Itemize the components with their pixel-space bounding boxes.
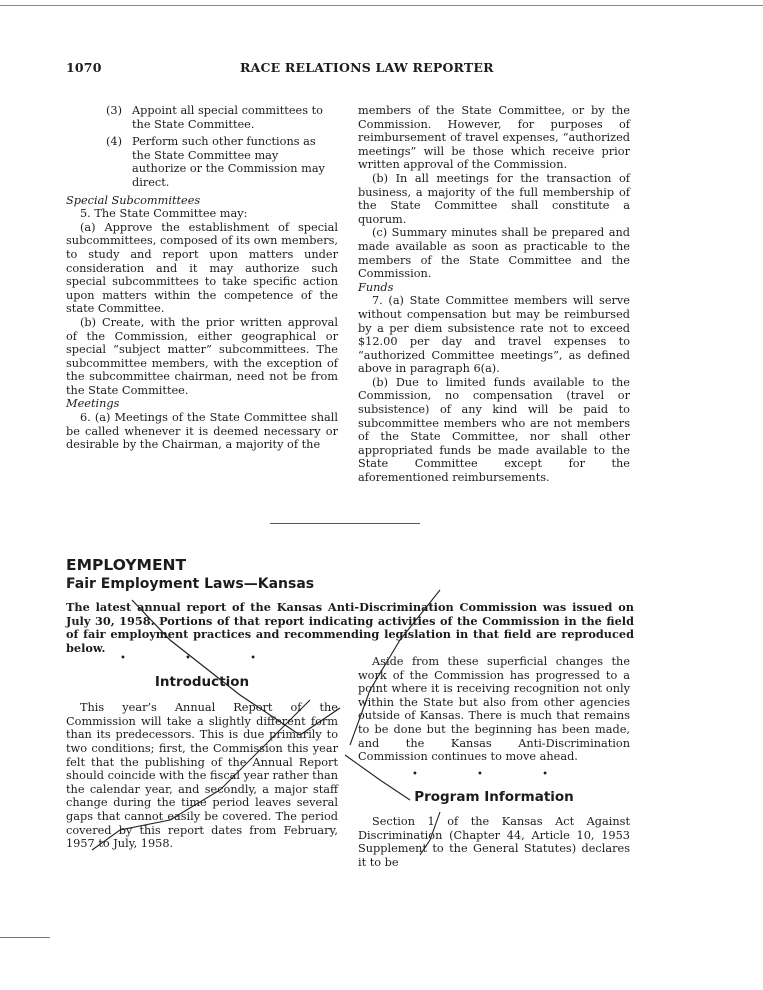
- heading-meetings: Meetings: [66, 397, 120, 411]
- right-column: [358, 104, 630, 485]
- left-column: [66, 104, 338, 452]
- item-number: (4): [106, 135, 123, 149]
- heading-program-information: Program Information: [414, 789, 574, 806]
- paragraph-6c: (c) Summary minutes shall be prepared and made available as soon as practicable to the members of the State Committee and the Commission.: [358, 226, 630, 281]
- paragraph-5a: (a) Approve the establishment of special subcommittees, composed of its own members, to study and report upon matters under consideration and it may authorize such special subcommittees to take specific action upon matters within the competence of the state Committee.: [66, 220, 338, 316]
- running-title: RACE RELATIONS LAW REPORTER: [240, 60, 494, 75]
- paragraph-5-intro: 5. The State Committee may:: [80, 207, 248, 221]
- heading-funds: Funds: [358, 280, 394, 294]
- list-item: [66, 104, 338, 131]
- item-text: Perform such other functions as the State Committee may authorize or the Commission may direct.: [132, 135, 325, 189]
- paragraph-6b: (b) In all meetings for the transaction of business, a majority of the full membership of the State Committee shall constitute a quorum.: [358, 171, 630, 226]
- heading-special-subcommittees: Special Subcommittees: [66, 193, 201, 207]
- paragraph-7b: (b) Due to limited funds available to the Commission, no compensation (travel or subsistence) of any kind will be paid to subcommittee members who are not members of the State Committee, nor shall other appropriated funds be made available to the State Committee except for the aforementioned reimbursements.: [358, 375, 630, 485]
- page-number: 1070: [66, 60, 102, 75]
- section-subtitle: Fair Employment Laws—Kansas: [66, 576, 315, 592]
- separator-dots: • • •: [119, 653, 285, 664]
- section-intro: The latest annual report of the Kansas Anti-Discrimination Commission was issued on July 30, 1958. Portions of that report indicating activities of the Commission in the field of fair employment practices and recommending legislation in that field are reproduced below.: [66, 600, 634, 655]
- item-text: Appoint all special committees to the State Committee.: [132, 104, 323, 131]
- bottom-scan-line: [0, 937, 50, 938]
- lower-right-column: [358, 655, 630, 869]
- list-item: [66, 135, 338, 189]
- paragraph-6a-continued: members of the State Committee, or by the Commission. However, for purposes of reimbursement of travel expenses, “authorized meetings” will be those which receive prior written approval of the Commission.: [358, 104, 630, 172]
- aside-paragraph: Aside from these superficial changes the work of the Commission has progressed to a point where it is receiving recognition not only within the State but also from other agencies outside of Kansas. There is much that remains to be done but the beginning has been made, and the Kansas Anti-Discrimination Commission continues to move ahead.: [358, 655, 630, 764]
- paragraph-5b: (b) Create, with the prior written approval of the Commission, either geographical or special “subject matter” subcommittees. The subcommittee members, with the exception of the subcommittee chairman, need not be from the State Committee.: [66, 315, 338, 397]
- separator-dots: • • •: [411, 768, 577, 780]
- paragraph-7a: 7. (a) State Committee members will serve without compensation but may be reimbursed by a per diem subsistence rate not to exceed $12.00 per day and travel expenses to “authorized Committee meetings”, as defined above in paragraph 6(a).: [358, 294, 630, 376]
- paragraph-6a: 6. (a) Meetings of the State Committee shall be called whenever it is deemed necessary or desirable by the Chairman, a majority of the: [66, 411, 338, 452]
- section-title: EMPLOYMENT: [66, 556, 187, 574]
- introduction-paragraph: This year’s Annual Report of the Commission will take a slightly different form than its predecessors. This is due primarily to two conditions; first, the Commission this year felt that the publishing of the Annual Report should coincide with the fiscal year rather than the calendar year, and secondly, a major staff change during the time period leaves several gaps that cannot easily be covered. The period covered by this report dates from February, 1957 to July, 1958.: [66, 701, 338, 851]
- top-scan-line: [0, 5, 763, 6]
- section-divider: [270, 523, 420, 524]
- item-number: (3): [106, 104, 123, 117]
- program-information-paragraph: Section 1 of the Kansas Act Against Discrimination (Chapter 44, Article 10, 1953 Supplement to the General Statutes) declares it to be: [358, 814, 630, 869]
- lower-left-column: [66, 652, 338, 851]
- heading-introduction: Introduction: [154, 673, 250, 690]
